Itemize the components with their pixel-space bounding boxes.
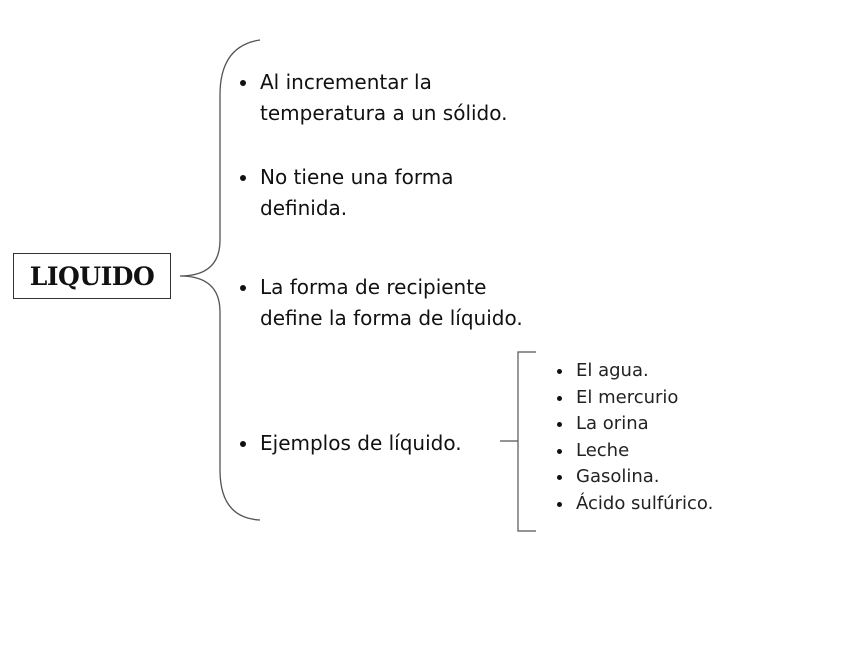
example-item [555,358,713,385]
examples-list [555,358,713,517]
item-line-1: No tiene una forma [260,165,454,189]
item-line-2: temperatura a un sólido. [260,101,508,125]
bullet-icon [557,396,562,401]
example-item [555,491,713,518]
example-item [555,464,713,491]
bullet-icon [557,502,562,507]
example-label: Leche [576,439,630,461]
bullet-icon [240,441,246,447]
example-label: El agua. [576,360,649,381]
example-label: Gasolina. [576,466,660,487]
bullet-icon [240,80,246,86]
bullet-icon [557,369,562,374]
example-item [555,411,713,438]
bullet-icon [557,422,562,427]
item-line-2: definida. [260,196,348,220]
example-label: Ácido sulfúrico. [576,492,714,514]
list-item [240,67,508,129]
example-item [555,438,713,465]
item-line-1: Al incrementar la [260,70,432,94]
list-item [240,428,462,459]
item-line-1: Ejemplos de líquido. [260,431,462,455]
item-line-1: La forma de recipiente [260,275,487,299]
bullet-icon [557,475,562,480]
item-line-2: define la forma de líquido. [260,306,523,330]
list-item [240,272,523,334]
example-label: La orina [576,413,649,434]
bullet-icon [240,175,246,181]
example-label: El mercurio [576,386,679,408]
list-item [240,162,453,224]
bullet-icon [557,449,562,454]
root-concept-label: LIQUIDO [29,261,155,291]
example-item [555,385,713,412]
bullet-icon [240,285,246,291]
examples-bracket [518,352,536,531]
